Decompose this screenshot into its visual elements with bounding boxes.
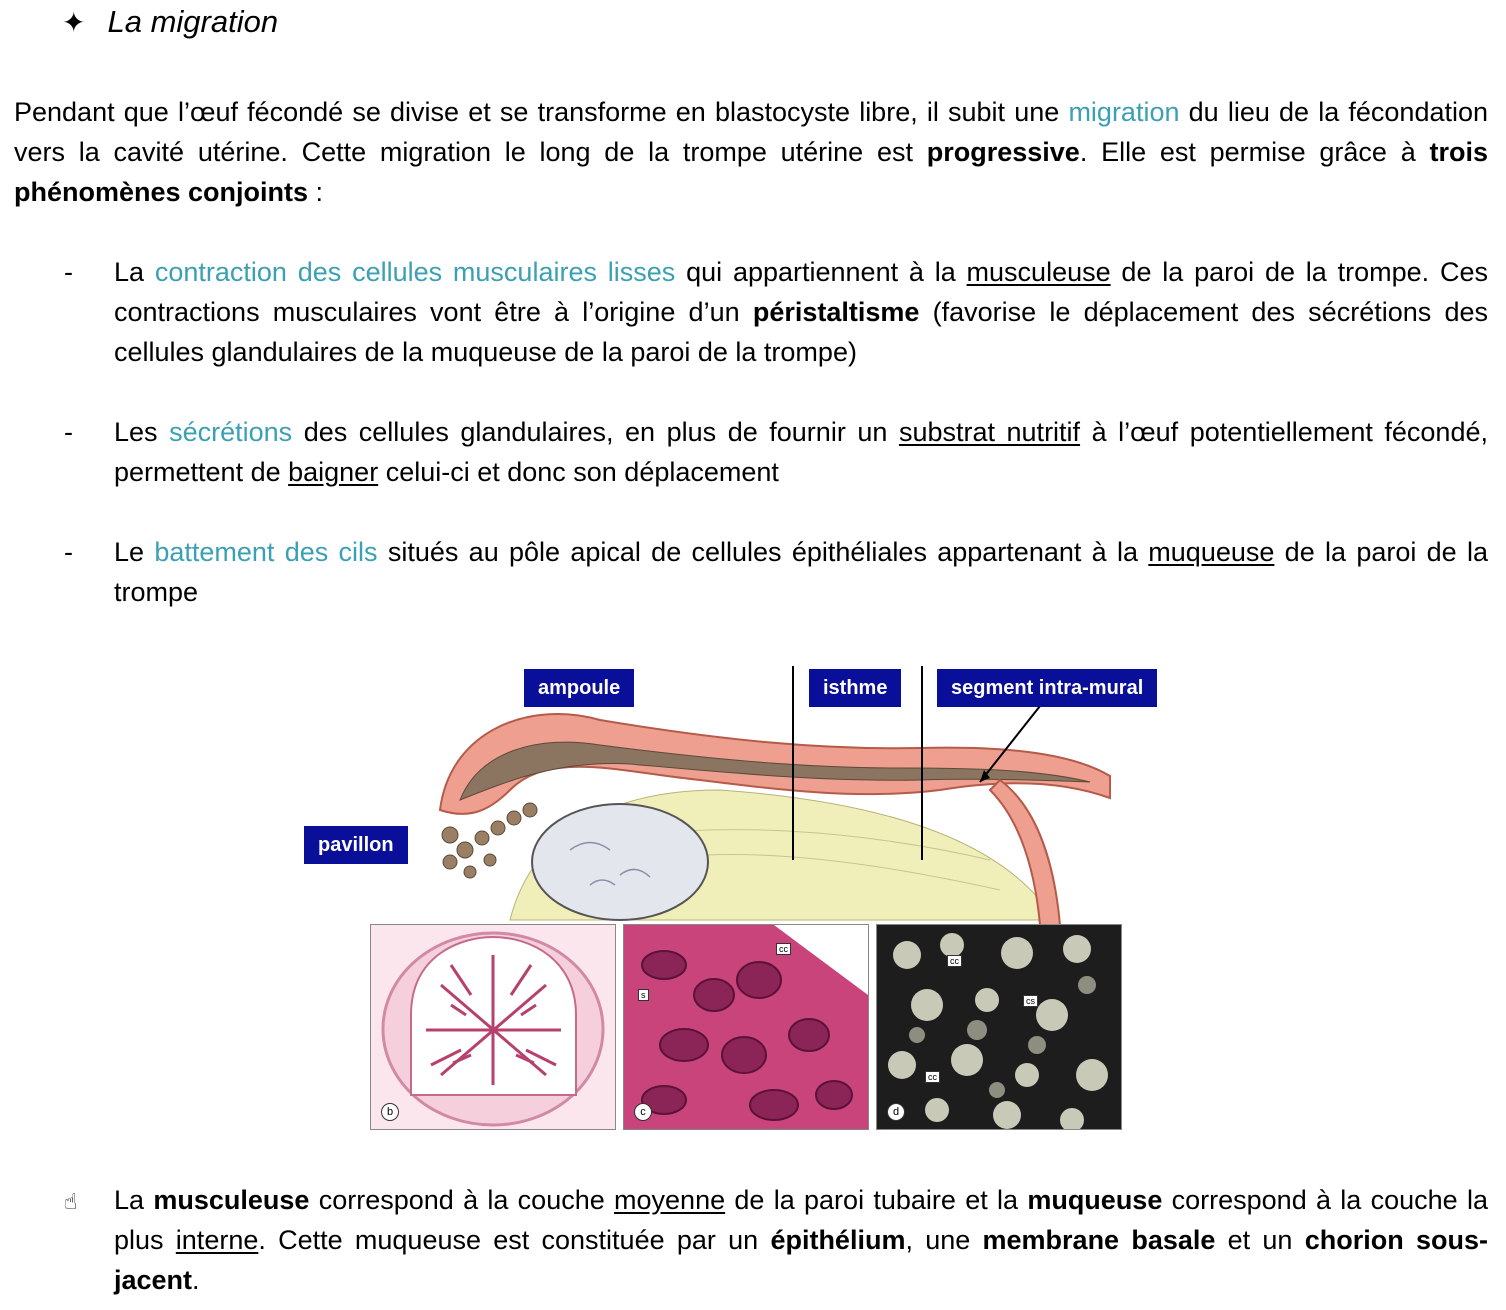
text: Les <box>114 417 170 447</box>
panel-letter-d: d <box>887 1103 905 1121</box>
bullet-dash: - <box>64 417 73 447</box>
micro-label: cs <box>1023 995 1038 1007</box>
text: situés au pôle apical de cellules épithéliales appartenant à la <box>377 537 1149 567</box>
micrograph-panel-d <box>876 924 1122 1130</box>
text: , une <box>905 1225 983 1255</box>
bullet-secretions <box>64 412 1488 492</box>
section-title: La migration <box>107 4 279 39</box>
cross-section-image <box>371 925 615 1129</box>
intro-bold-phenomenes: trois phénomènes conjoints <box>14 137 1488 207</box>
text: de la paroi tubaire et la <box>725 1185 1028 1215</box>
pointing-finger-icon: ☝ <box>64 1189 78 1214</box>
text: celui-ci et donc son déplacement <box>378 457 779 487</box>
text: Le <box>114 537 155 567</box>
underline-moyenne: moyenne <box>614 1185 726 1215</box>
intro-text: : <box>308 177 324 207</box>
bold-peristaltisme: péristaltisme <box>752 297 920 327</box>
highlight-secretions: sécrétions <box>169 417 293 447</box>
cilia-sem-image <box>877 925 1121 1129</box>
label-isthme: isthme <box>809 669 901 707</box>
intro-paragraph <box>14 92 1488 212</box>
text: de la paroi de la trompe <box>114 537 1489 607</box>
underline-baigner: baigner <box>288 457 379 487</box>
highlight-contraction: contraction des cellules musculaires lisses <box>154 257 676 287</box>
fallopian-tube-figure <box>300 640 1180 1135</box>
label-pavillon: pavillon <box>304 826 408 864</box>
micrograph-panel-b <box>370 924 616 1130</box>
underline-interne: interne <box>175 1225 259 1255</box>
micrograph-panel-c <box>623 924 869 1130</box>
intro-text: Pendant que l’œuf fécondé se divise et se transforme en blastocyste libre, il subit une <box>14 97 1069 127</box>
intro-bold-progressive: progressive <box>926 137 1080 167</box>
bold-chorion: chorion sous-jacent <box>114 1225 1488 1295</box>
note-musculeuse-muqueuse <box>64 1180 1488 1300</box>
micro-label: cc <box>776 943 791 955</box>
text: et un <box>1215 1225 1305 1255</box>
panel-letter-c: c <box>634 1103 652 1121</box>
bullet-dash: - <box>64 257 73 287</box>
text: (favorise le déplacement des sécrétions des cellules glandulaires de la muqueuse de la paroi de la trompe) <box>114 297 1488 367</box>
text: de la paroi de la trompe. Ces contractions musculaires vont être à l’origine d’un <box>114 257 1488 327</box>
bullet-cils <box>64 532 1488 612</box>
text: La <box>114 1185 154 1215</box>
highlight-cils: battement des cils <box>154 537 378 567</box>
note-text <box>114 1180 1488 1300</box>
bullet-contraction <box>64 252 1488 372</box>
underline-substrat: substrat nutritif <box>898 417 1081 447</box>
underline-musculeuse: musculeuse <box>966 257 1111 287</box>
bold-epithelium: épithélium <box>770 1225 906 1255</box>
text: La <box>114 257 155 287</box>
section-heading <box>62 4 278 40</box>
text: correspond à la couche <box>309 1185 615 1215</box>
bullet-text <box>114 532 1488 612</box>
text: correspond à la couche la plus <box>114 1185 1488 1255</box>
bullet-dash: - <box>64 537 73 567</box>
bullet-text <box>114 412 1488 492</box>
label-ampoule: ampoule <box>524 669 634 707</box>
epithelium-image <box>624 925 868 1129</box>
panel-letter-b: b <box>381 1103 399 1121</box>
micro-label: s <box>638 989 649 1001</box>
bullet-text <box>114 252 1488 372</box>
text: à l’œuf potentiellement fécondé, permettent de <box>114 417 1488 487</box>
text: . Cette muqueuse est constituée par un <box>258 1225 771 1255</box>
text: des cellules glandulaires, en plus de fournir un <box>292 417 899 447</box>
bold-membrane-basale: membrane basale <box>982 1225 1216 1255</box>
four-pointed-star-icon: ✦ <box>62 6 86 38</box>
micro-label: cc <box>947 955 962 967</box>
intro-text: du lieu de la fécondation vers la cavité utérine. Cette migration le long de la trompe utérine est <box>14 97 1489 167</box>
text: . <box>192 1265 200 1295</box>
underline-muqueuse: muqueuse <box>1148 537 1275 567</box>
intro-highlight-migration: migration <box>1068 97 1180 127</box>
bold-muqueuse: muqueuse <box>1027 1185 1163 1215</box>
text: qui appartiennent à la <box>675 257 967 287</box>
bold-musculeuse: musculeuse <box>153 1185 310 1215</box>
micro-label: cc <box>925 1071 940 1083</box>
intro-text: . Elle est permise grâce à <box>1079 137 1430 167</box>
label-segment-intra-mural: segment intra-mural <box>937 669 1157 707</box>
